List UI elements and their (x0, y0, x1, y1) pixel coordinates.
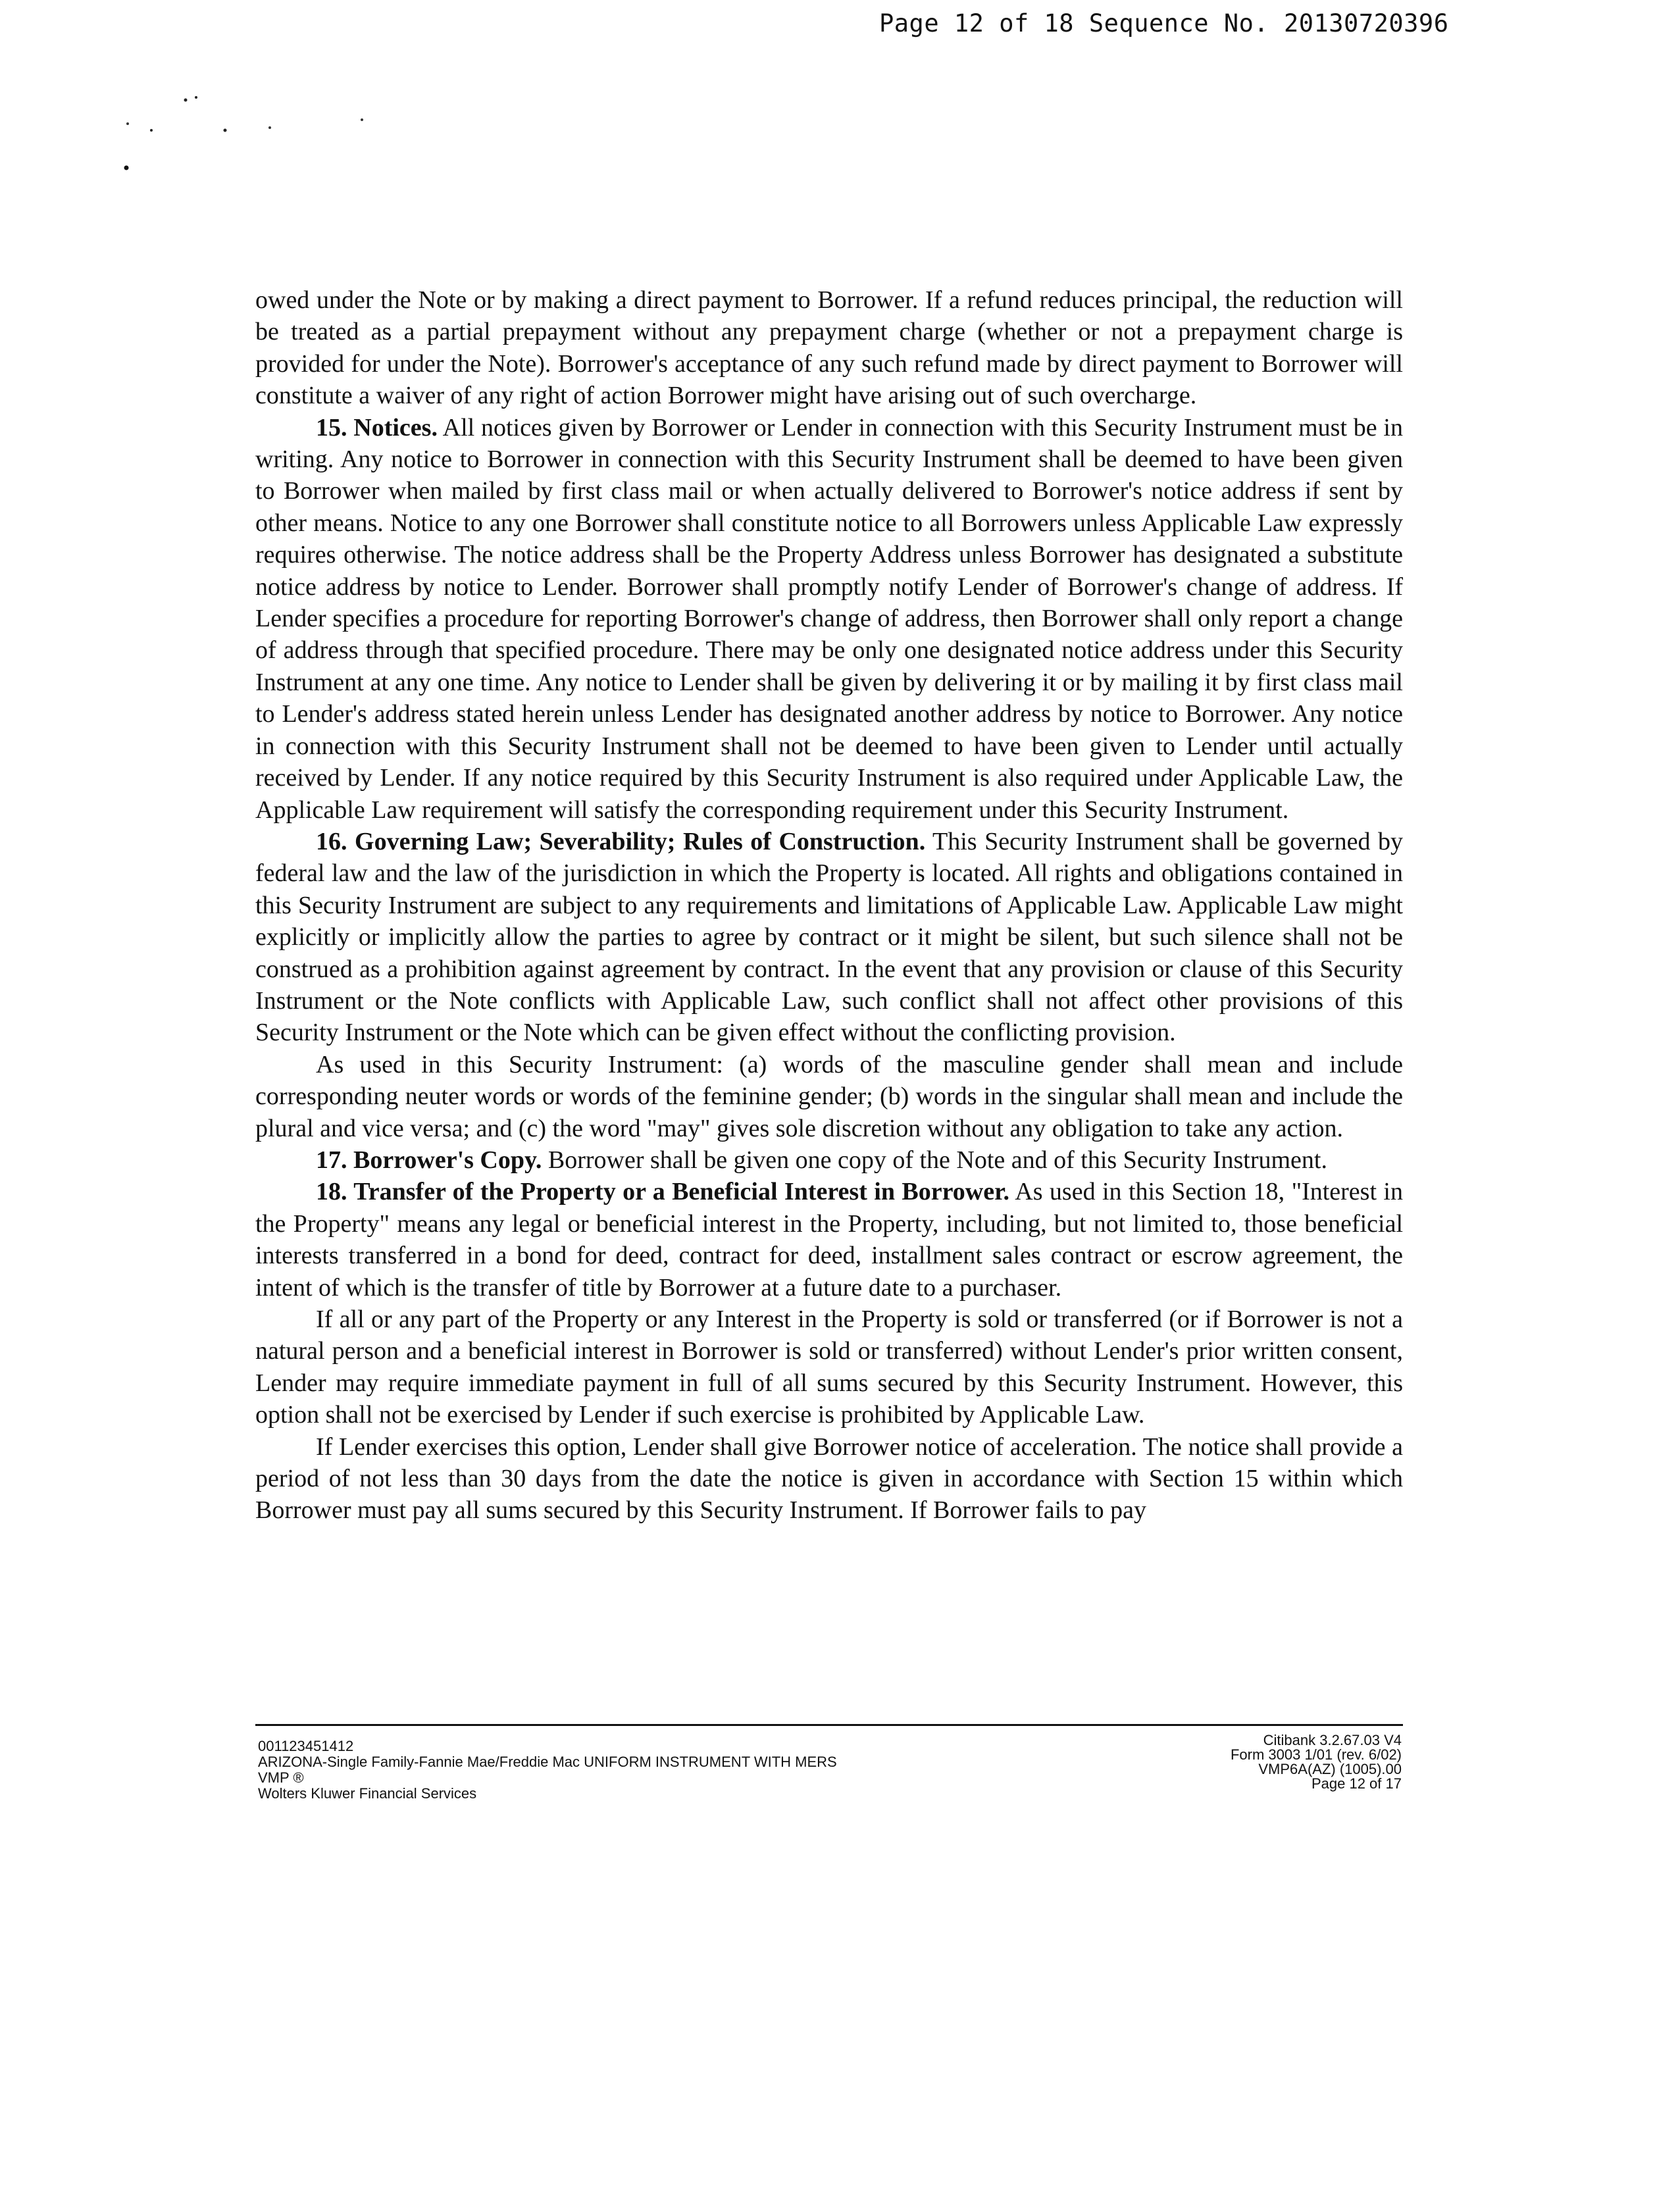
section-18-transfer (255, 1176, 1403, 1304)
paragraph-continuation: owed under the Note or by making a direct payment to Borrower. If a refund reduces principal, the reduction will be treated as a partial prepayment without any prepayment charge (whether or not a prepayment charge is provided for under the Note). Borrower's acceptance of any such refund made by direct payment to Borrower will constitute a waiver of any right of action Borrower might have arising out of such overcharge. (255, 286, 1403, 410)
section-18-text: As used in this Section 18, "Interest in the Property" means any legal or beneficial interest in the Property, including, but not limited to, those beneficial interests transferred in a bond for deed, contract for deed, installment sales contract or escrow agreement, the intent of which is the transfer of title by Borrower at a future date to a purchaser. (255, 1178, 1403, 1302)
loan-number: 001123451412 (258, 1738, 354, 1754)
section-15-text: All notices given by Borrower or Lender in connection with this Security Instrument must be in writing. Any notice to Borrower in connection with this Security Instrument shall be deemed to have been given to Borrower when mailed by first class mail or when actually delivered to Borrower's notice address if sent by other means. Notice to any one Borrower shall constitute notice to all Borrowers unless Applicable Law expressly requires otherwise. The notice address shall be the Property Address unless Borrower has designated a substitute notice address by notice to Lender. Borrower shall promptly notify Lender of Borrower's change of address. If Lender specifies a procedure for reporting Borrower's change of address, then Borrower shall only report a change of address through that specified procedure. There may be only one designated notice address under this Security Instrument at any one time. Any notice to Lender shall be given by delivering it or by mailing it by first class mail to Lender's address stated herein unless Lender has designated another address by notice to Borrower. Any notice in connection with this Security Instrument shall not be deemed to have been given to Lender until actually received by Lender. If any notice required by this Security Instrument is also required under Applicable Law, the Applicable Law requirement will satisfy the corresponding requirement under this Security Instrument. (255, 413, 1403, 824)
section-18-paragraph-3: If Lender exercises this option, Lender shall give Borrower notice of acceleration. The notice shall provide a period of not less than 30 days from the date the notice is given in accordance with Section 15 within which Borrower must pay all sums secured by this Security Instrument. If Borrower fails to pay (255, 1432, 1403, 1525)
footer-divider (255, 1724, 1403, 1726)
section-16-text: This Security Instrument shall be governed by federal law and the law of the jurisdiction in which the Property is located. All rights and obligations contained in this Security Instrument are subject to any requirements and limitations of Applicable Law. Applicable Law might explicitly or implicitly allow the parties to agree by contract or it might be silent, but such silence shall not be construed as a prohibition against agreement by contract. In the event that any provision or clause of this Security Instrument or the Note conflicts with Applicable Law, such conflict shall not affect other provisions of this Security Instrument or the Note which can be given effect without the conflicting provision. (255, 827, 1404, 1047)
footer-page-number: Page 12 of 17 (1311, 1775, 1402, 1792)
section-17-heading: 17. Borrower's Copy. (316, 1146, 542, 1174)
scan-specks (99, 86, 395, 191)
vmp-mark: VMP ® (258, 1769, 304, 1786)
section-18-heading: 18. Transfer of the Property or a Beneficial Interest in Borrower. (316, 1178, 1009, 1206)
section-17-borrowers-copy (255, 1144, 1403, 1176)
section-17-text: Borrower shall be given one copy of the Note and of this Security Instrument. (542, 1146, 1327, 1174)
form-title: ARIZONA-Single Family-Fannie Mae/Freddie Mac UNIFORM INSTRUMENT WITH MERS (258, 1754, 837, 1770)
footer-left-block (258, 1738, 1048, 1802)
section-16-paragraph-2: As used in this Security Instrument: (a) words of the masculine gender shall mean and include corresponding neuter words or words of the feminine gender; (b) words in the singular shall mean and include the plural and vice versa; and (c) the word "may" gives sole discretion without any obligation to take any action. (255, 1050, 1403, 1142)
section-15-heading: 15. Notices. (316, 413, 438, 442)
publisher-name: Wolters Kluwer Financial Services (258, 1785, 477, 1802)
section-16-governing-law (255, 826, 1403, 1049)
footer-right-block (1119, 1733, 1402, 1791)
page-sequence-header: Page 12 of 18 Sequence No. 20130720396 (879, 9, 1449, 38)
vmp-code: VMP6A(AZ) (1005).00 (1258, 1761, 1402, 1777)
section-16-heading: 16. Governing Law; Severability; Rules of Construction. (316, 827, 926, 855)
document-body (255, 284, 1403, 1527)
section-15-notices (255, 412, 1403, 826)
section-18-paragraph-2: If all or any part of the Property or any Interest in the Property is sold or transferred (or if Borrower is not a natural person and a beneficial interest in Borrower is sold or transferred) without Lender's prior written consent, Lender may require immediate payment in full of all sums secured by this Security Instrument. However, this option shall not be exercised by Lender if such exercise is prohibited by Applicable Law. (255, 1305, 1403, 1429)
version-code: Citibank 3.2.67.03 V4 (1263, 1732, 1402, 1748)
form-number: Form 3003 1/01 (rev. 6/02) (1230, 1746, 1402, 1763)
